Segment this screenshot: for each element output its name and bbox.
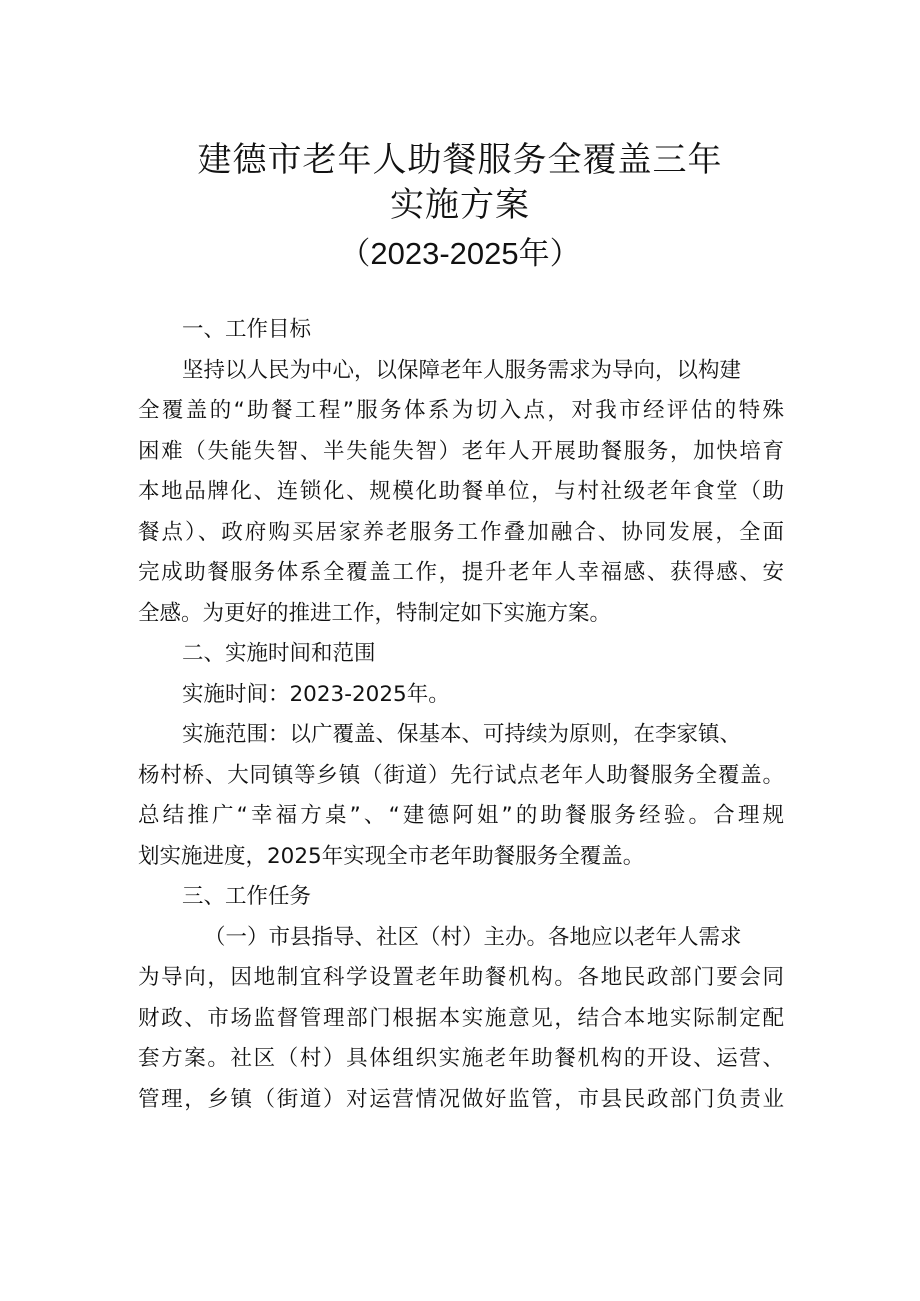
title-year-range: （2023-2025年） <box>339 236 581 271</box>
paragraph-line: 餐点）、政府购买居家养老服务工作叠加融合、协同发展，全面 <box>138 519 784 545</box>
paragraph-line: 坚持以人民为中心，以保障老年人服务需求为导向，以构建 <box>182 357 742 383</box>
paragraph-line: 完成助餐服务体系全覆盖工作，提升老年人幸福感、获得感、安 <box>138 560 784 585</box>
paragraph-line: （一）市县指导、社区（村）主办。各地应以老年人需求 <box>204 924 742 950</box>
section-heading: 一、工作目标 <box>182 317 312 342</box>
section-heading: 二、实施时间和范围 <box>182 641 376 666</box>
paragraph-line: 全覆盖的“助餐工程”服务体系为切入点，对我市经评估的特殊 <box>138 398 784 423</box>
title-line-1: 建德市老年人助餐服务全覆盖三年 <box>197 140 723 180</box>
paragraph-line: 困难（失能失智、半失能失智）老年人开展助餐服务，加快培育 <box>138 438 784 464</box>
paragraph-line: 为导向，因地制宜科学设置老年助餐机构。各地民政部门要会同 <box>138 965 784 990</box>
paragraph-line: 套方案。社区（村）具体组织实施老年助餐机构的开设、运营、 <box>138 1046 784 1071</box>
paragraph-line: 实施时间：2023-2025年。 <box>182 681 450 707</box>
paragraph-line: 划实施进度，2025年实现全市老年助餐服务全覆盖。 <box>138 843 645 869</box>
paragraph-line: 本地品牌化、连锁化、规模化助餐单位，与村社级老年食堂（助 <box>138 479 784 504</box>
document-title <box>0 138 920 276</box>
paragraph-line: 全感。为更好的推进工作，特制定如下实施方案。 <box>138 600 612 626</box>
document-body <box>138 310 784 1120</box>
section-heading: 三、工作任务 <box>182 884 312 909</box>
paragraph-line: 总结推广“幸福方桌”、“建德阿姐”的助餐服务经验。合理规 <box>138 803 784 828</box>
paragraph-line: 杨村桥、大同镇等乡镇（街道）先行试点老年人助餐服务全覆盖。 <box>138 762 784 788</box>
paragraph-line: 管理，乡镇（街道）对运营情况做好监管，市县民政部门负责业 <box>138 1086 784 1112</box>
paragraph-line: 实施范围：以广覆盖、保基本、可持续为原则，在李家镇、 <box>182 722 742 747</box>
paragraph-line: 财政、市场监督管理部门根据本实施意见，结合本地实际制定配 <box>138 1005 784 1031</box>
title-line-2: 实施方案 <box>390 185 530 225</box>
